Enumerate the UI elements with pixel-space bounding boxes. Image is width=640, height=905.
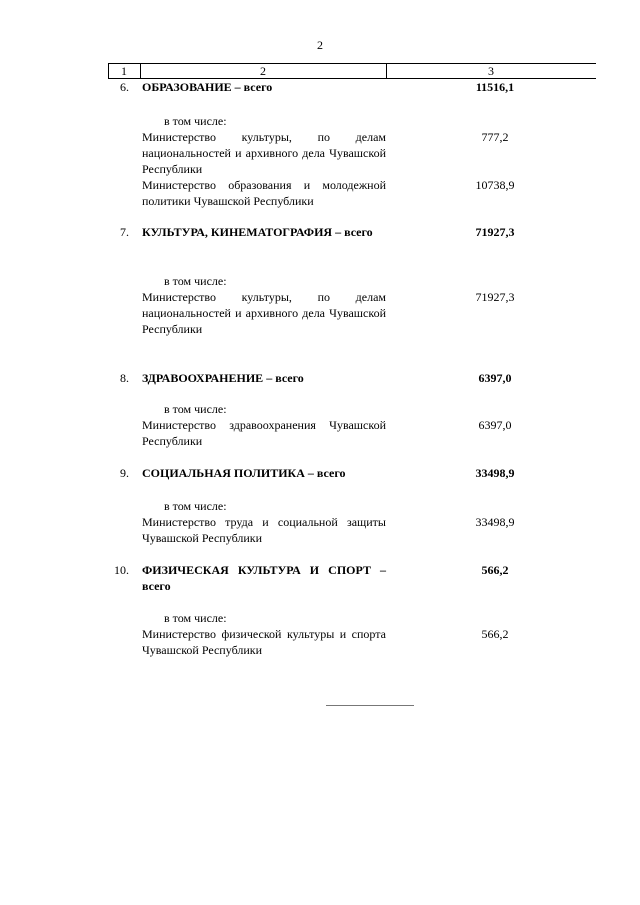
section-total: 566,2 [481,563,509,577]
section-total: 11516,1 [475,80,515,94]
section-title: СОЦИАЛЬНАЯ ПОЛИТИКА – всего [142,466,346,480]
section-number: 8. [120,371,129,385]
page-number: 2 [317,38,323,52]
section-number: 6. [120,80,129,94]
ministry-value: 566,2 [481,627,509,641]
ministry-value: 71927,3 [475,290,515,304]
section-number: 9. [120,466,129,480]
ministry-name: Министерство культуры, по делам национальностей и архивного дела Чувашской Республики [142,290,386,336]
ministry-name: Министерство здравоохранения Чувашской Республики [142,418,386,448]
ministry-value: 777,2 [481,130,509,144]
section-total: 33498,9 [475,466,515,480]
section-title: КУЛЬТУРА, КИНЕМАТОГРАФИЯ – всего [142,225,373,239]
table-header [108,63,596,79]
ministry-name: Министерство культуры, по делам национальностей и архивного дела Чувашской Республики [142,130,386,176]
header-col-1: 1 [121,64,127,78]
ministry-name: Министерство образования и молодежной политики Чувашской Республики [142,178,386,208]
end-separator [326,705,414,706]
ministry-value: 10738,9 [475,178,515,192]
subheading: в том числе: [164,402,227,416]
ministry-value: 6397,0 [478,418,512,432]
header-col-2: 2 [260,64,266,78]
section-title: ФИЗИЧЕСКАЯ КУЛЬТУРА И СПОРТ – всего [142,563,386,593]
section-title: ОБРАЗОВАНИЕ – всего [142,80,273,94]
ministry-name: Министерство труда и социальной защиты Чувашской Республики [142,515,386,545]
subheading: в том числе: [164,499,227,513]
section-total: 71927,3 [475,225,515,239]
subheading: в том числе: [164,611,227,625]
ministry-value: 33498,9 [475,515,515,529]
section-number: 10. [114,563,129,577]
ministry-name: Министерство физической культуры и спорта Чувашской Республики [142,627,386,657]
section-title: ЗДРАВООХРАНЕНИЕ – всего [142,371,304,385]
section-number: 7. [120,225,129,239]
subheading: в том числе: [164,114,227,128]
appropriations-table [108,63,596,657]
subheading: в том числе: [164,274,227,288]
section-total: 6397,0 [478,371,512,385]
header-col-3: 3 [488,64,494,78]
